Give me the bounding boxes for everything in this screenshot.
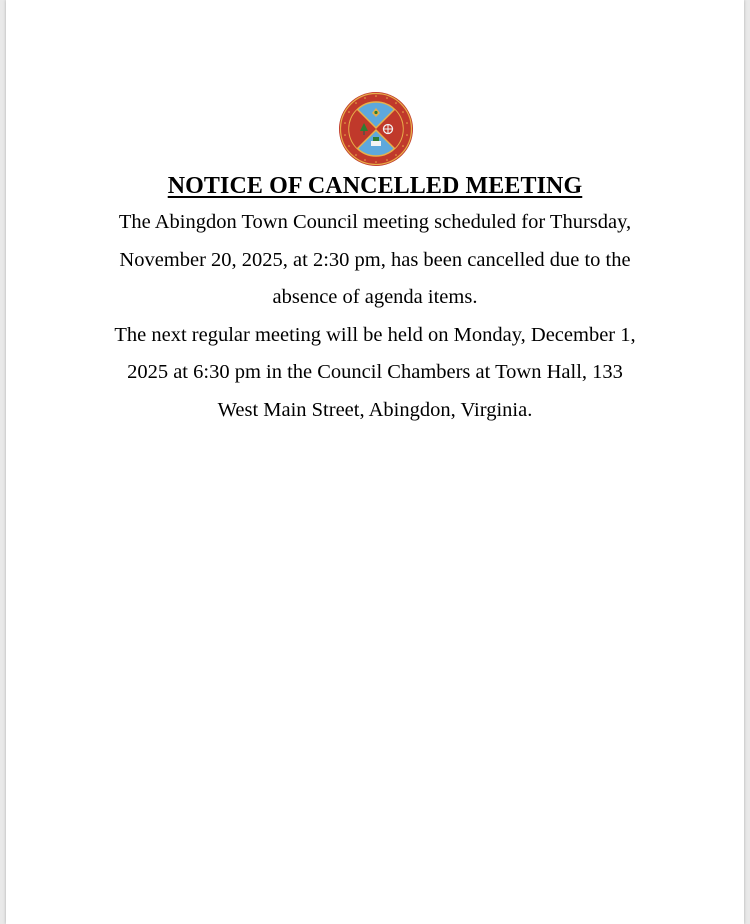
cancellation-paragraph: [6, 204, 744, 317]
notice-title: NOTICE OF CANCELLED MEETING: [167, 173, 583, 199]
next-meeting-line: The next regular meeting will be held on Monday, December 1,: [114, 323, 636, 346]
next-meeting-line: West Main Street, Abingdon, Virginia.: [217, 398, 533, 421]
next-meeting-paragraph: [6, 317, 744, 430]
next-meeting-line: 2025 at 6:30 pm in the Council Chambers at Town Hall, 133: [127, 361, 623, 383]
town-seal-icon: [338, 91, 414, 167]
cancellation-line: The Abingdon Town Council meeting scheduled for Thursday,: [118, 211, 632, 233]
cancellation-line: absence of agenda items.: [272, 286, 478, 308]
cancellation-line: November 20, 2025, at 2:30 pm, has been cancelled due to the: [119, 248, 631, 271]
document-page: [6, 0, 744, 924]
notice-body: [6, 168, 744, 429]
